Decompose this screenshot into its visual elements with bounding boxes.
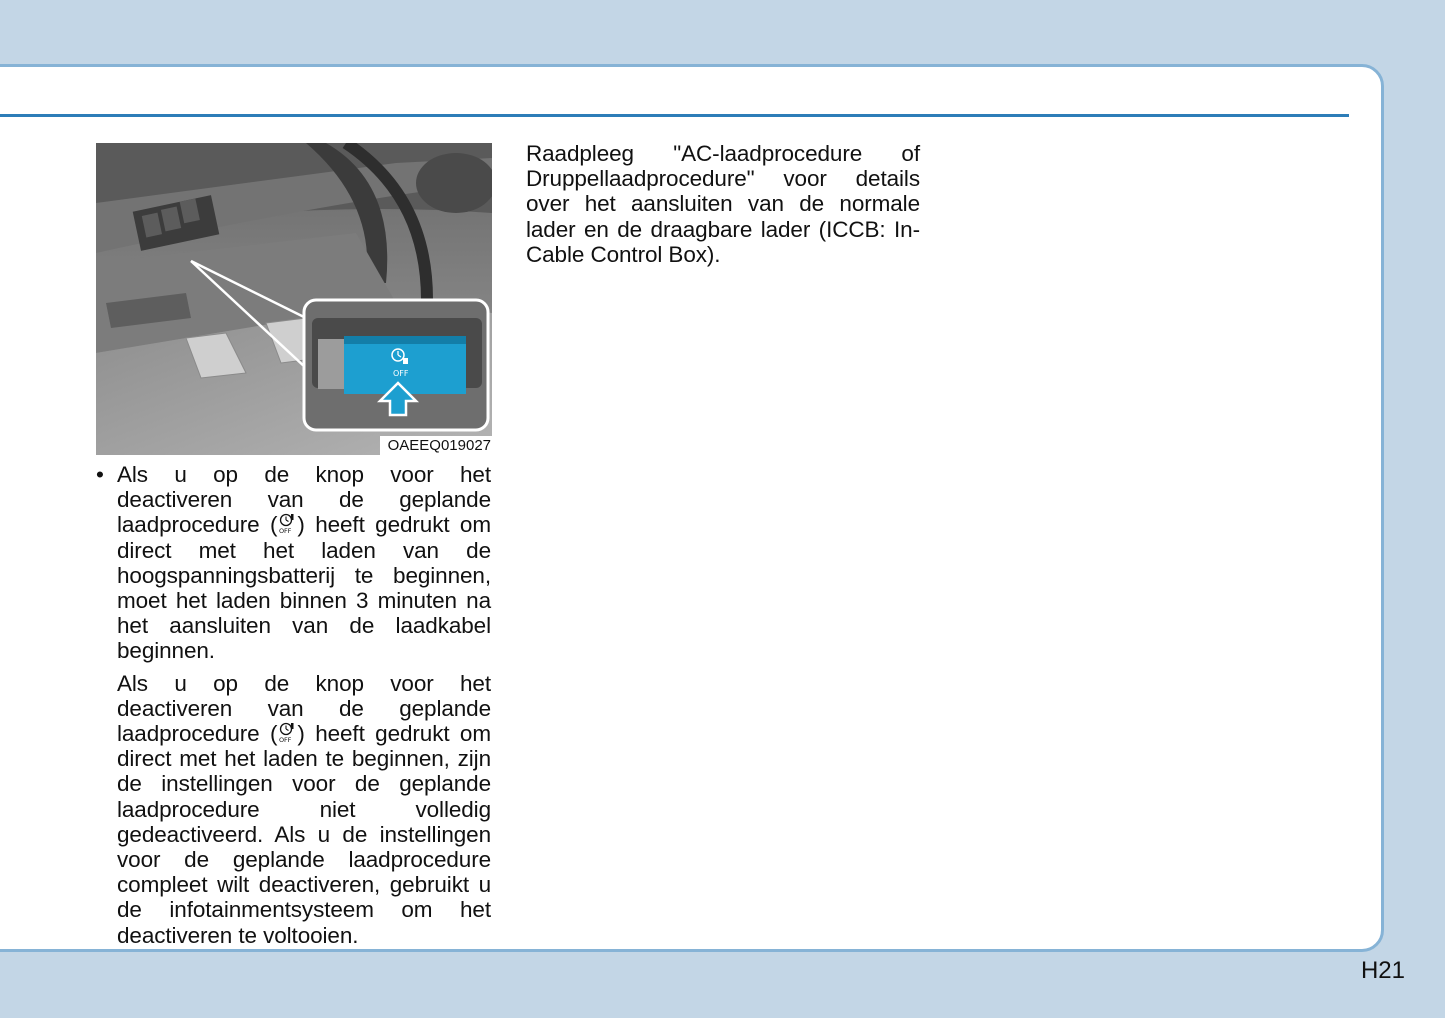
para2-end: ) heeft gedrukt om direct met het laden te beginnen, zijn de instellingen voor de geplande laadprocedure niet volledig gedeactiveerd. Als u de instellingen voor de geplande laadprocedure compleet wilt deactiveren, gebruikt u de infotainmentsysteem om het deactiveren te voltooien.: [117, 721, 491, 948]
scheduled-charging-off-icon: [277, 722, 297, 744]
header-rule: [0, 114, 1349, 117]
right-column: [526, 141, 920, 267]
svg-text:OFF: OFF: [279, 736, 292, 745]
para1-end: ) heeft gedrukt om direct met het laden van de hoogspanningsbatterij te beginnen, moet het laden binnen 3 minuten na het aansluiten van de laadkabel beginnen.: [117, 512, 491, 664]
para2-start: Als u op de knop voor het deactiveren van de geplande laadprocedure (: [117, 670, 491, 747]
dashboard-figure: [96, 143, 492, 455]
page-number: H21: [1360, 957, 1405, 984]
bullet-paragraph: [96, 462, 491, 664]
right-paragraph: Raadpleeg "AC-laadprocedure of Druppellaadprocedure" voor details over het aansluiten van de normale lader en de draagbare lader (ICCB: In-Cable Control Box).: [526, 141, 920, 267]
dashboard-illustration: [96, 143, 492, 455]
svg-text:OFF: OFF: [393, 369, 409, 378]
para1-start: Als u op de knop voor het deactiveren van de geplande laadprocedure (: [117, 462, 491, 538]
second-paragraph: [96, 671, 491, 948]
bullet-mark: •: [96, 462, 104, 487]
scheduled-charging-off-icon: [277, 513, 297, 535]
figure-code: OAEEQ019027: [380, 436, 492, 455]
svg-text:OFF: OFF: [279, 527, 292, 536]
left-column: [96, 462, 491, 948]
